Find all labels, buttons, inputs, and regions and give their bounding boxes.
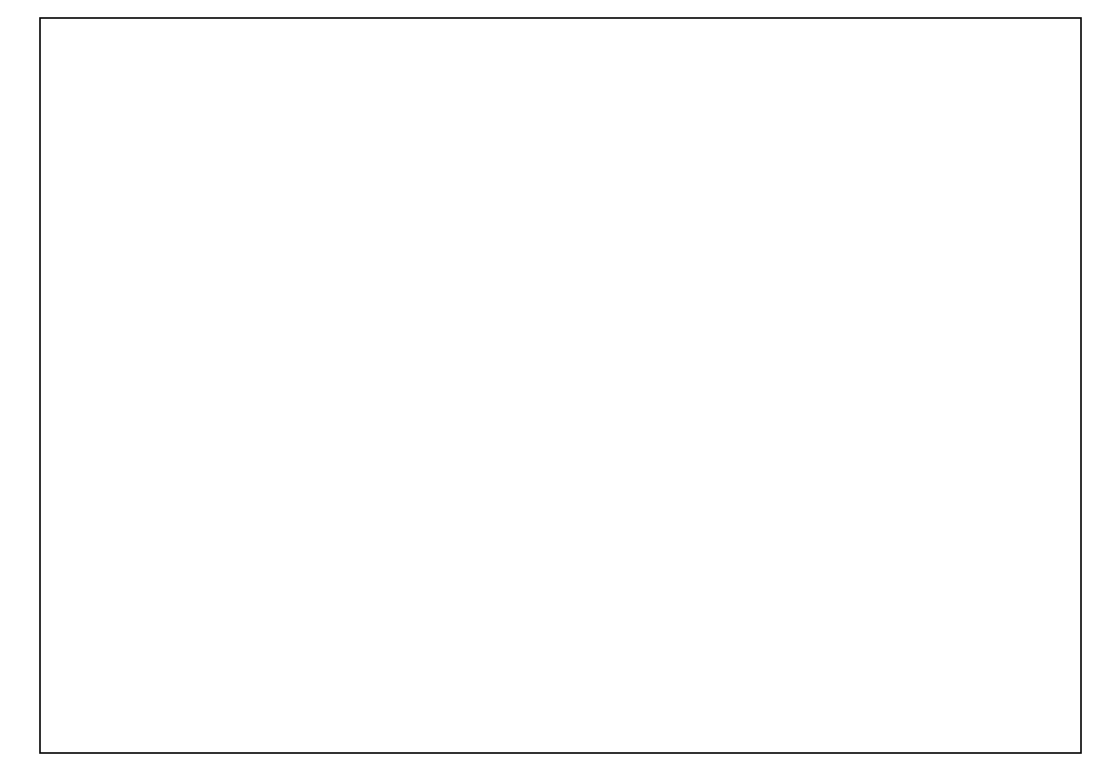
drawing-border: [40, 18, 1081, 753]
